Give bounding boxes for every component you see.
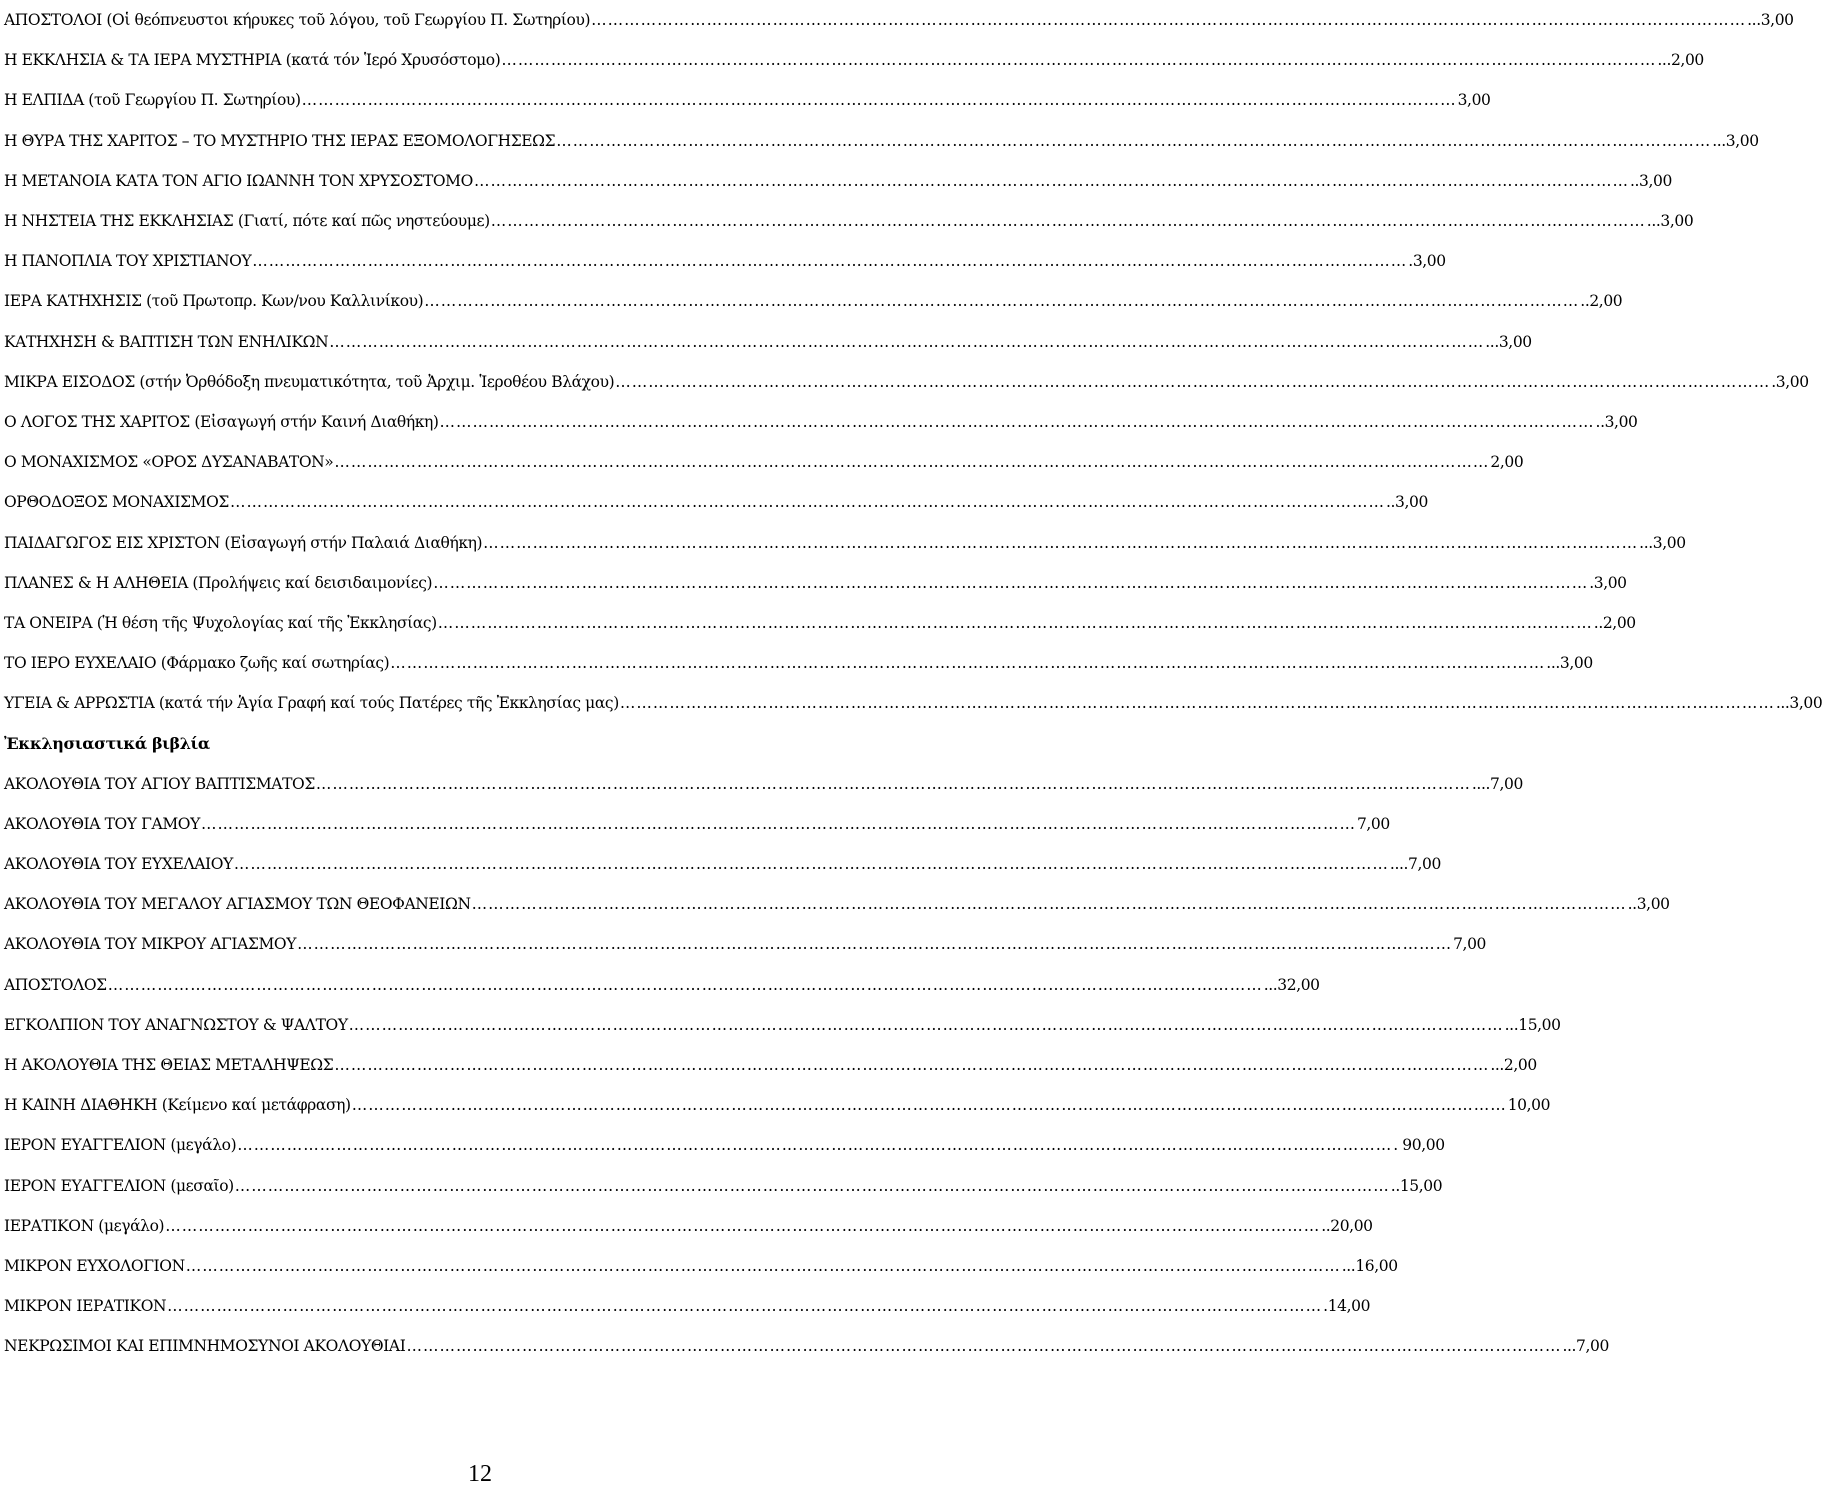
list-item [4, 804, 1390, 844]
book-price: .3,00 [1589, 573, 1627, 592]
book-price: ...3,00 [1747, 11, 1794, 30]
list-item [4, 1206, 1373, 1246]
book-title: ΑΚΟΛΟΥΘΙΑ ΤΟΥ ΕΥΧΕΛΑΙΟΥ [4, 855, 233, 874]
book-price: ...2,00 [1657, 51, 1704, 70]
dot-leader [333, 1056, 1490, 1074]
book-price: ...2,00 [1490, 1055, 1537, 1074]
list-item [4, 1125, 1445, 1165]
section-heading [4, 723, 956, 763]
book-price: ..2,00 [1593, 613, 1636, 632]
list-item [4, 683, 1822, 723]
dot-leader [348, 1016, 1505, 1034]
price-list [4, 0, 1822, 1366]
book-title: ΟΡΘΟΔΟΞΟΣ ΜΟΝΑΧΙΣΜΟΣ [4, 493, 229, 512]
list-item [4, 1165, 1443, 1205]
book-price: ....7,00 [1389, 855, 1441, 874]
dot-leader [166, 1297, 1323, 1315]
dot-leader [301, 91, 1458, 109]
list-item [4, 1246, 1398, 1286]
book-price: ...32,00 [1263, 975, 1320, 994]
book-title: ΙΕΡΟΝ ΕΥΑΓΓΕΛΙΟΝ (μεγάλο) [4, 1136, 237, 1155]
book-price: ..3,00 [1627, 895, 1670, 914]
dot-leader [200, 815, 1357, 833]
dot-leader [614, 373, 1771, 391]
list-item [4, 281, 1623, 321]
book-title: ΚΑΤΗΧΗΣΗ & ΒΑΠΤΙΣΗ ΤΩΝ ΕΝΗΛΙΚΩΝ [4, 332, 329, 351]
list-item [4, 121, 1759, 161]
book-price: 7,00 [1356, 814, 1390, 833]
book-title: ΑΠΟΣΤΟΛΟΣ [4, 975, 107, 994]
dot-leader [229, 493, 1386, 511]
page-number: 12 [468, 1461, 492, 1487]
book-title: ΑΚΟΛΟΥΘΙΑ ΤΟΥ ΜΕΓΑΛΟΥ ΑΓΙΑΣΜΟΥ ΤΩΝ ΘΕΟΦΑΝΕΙΩΝ [4, 895, 471, 914]
list-item [4, 1085, 1551, 1125]
book-title: ΜΙΚΡΑ ΕΙΣΟΔΟΣ (στήν Ὀρθόδοξη πνευματικότητα, τοῦ Ἀρχιμ. Ἱεροθέου Βλάχου) [4, 372, 615, 391]
book-price: 3,00 [1457, 91, 1491, 110]
book-price: 2,00 [1490, 453, 1524, 472]
book-price: ...3,00 [1546, 654, 1593, 673]
book-title: Η ΕΚΚΛΗΣΙΑ & ΤΑ ΙΕΡΑ ΜΥΣΤΗΡΙΑ (κατά τόν Ἱερό Χρυσόστομο) [4, 51, 501, 70]
book-title: Η ΚΑΙΝΗ ΔΙΑΘΗΚΗ (Κείμενο καί μετάφραση) [4, 1096, 351, 1115]
section-heading-text: Ἐκκλησιαστικά βιβλία [4, 733, 210, 753]
book-title: ΑΚΟΛΟΥΘΙΑ ΤΟΥ ΑΓΙΟΥ ΒΑΠΤΙΣΜΑΤΟΣ [4, 774, 315, 793]
book-price: ..20,00 [1321, 1216, 1373, 1235]
dot-leader [107, 976, 1264, 994]
book-price: .14,00 [1323, 1297, 1371, 1316]
dot-leader [500, 51, 1657, 69]
book-price: .3,00 [1408, 252, 1446, 271]
dot-leader [405, 1337, 1562, 1355]
book-title: ΑΚΟΛΟΥΘΙΑ ΤΟΥ ΓΑΜΟΥ [4, 814, 200, 833]
list-item [4, 362, 1809, 402]
list-item [4, 1286, 1371, 1326]
dot-leader [389, 654, 1546, 672]
dot-leader [233, 855, 1390, 873]
dot-leader [473, 172, 1630, 190]
dot-leader [236, 1136, 1393, 1154]
book-price: ..3,00 [1385, 493, 1428, 512]
book-title: Η ΠΑΝΟΠΛΙΑ ΤΟΥ ΧΡΙΣΤΙΑΝΟΥ [4, 252, 252, 271]
list-item [4, 80, 1491, 120]
book-title: ΙΕΡΟΝ ΕΥΑΓΓΕΛΙΟΝ (μεσαῖο) [4, 1176, 234, 1195]
dot-leader [328, 333, 1485, 351]
dot-leader [590, 11, 1747, 29]
book-title: Ο ΜΟΝΑΧΙΣΜΟΣ «ΟΡΟΣ ΔΥΣΑΝΑΒΑΤΟΝ» [4, 453, 334, 472]
book-price: .3,00 [1771, 372, 1809, 391]
list-item [4, 924, 1486, 964]
book-price: ..3,00 [1629, 171, 1672, 190]
list-item [4, 0, 1794, 40]
book-title: ΜΙΚΡΟΝ ΕΥΧΟΛΟΓΙΟΝ [4, 1256, 185, 1275]
book-price: ...15,00 [1504, 1015, 1561, 1034]
book-price: ...3,00 [1639, 533, 1686, 552]
list-item [4, 1005, 1561, 1045]
list-item [4, 442, 1524, 482]
dot-leader [234, 1177, 1391, 1195]
list-item [4, 643, 1593, 683]
list-item [4, 322, 1532, 362]
book-price: ...16,00 [1341, 1256, 1398, 1275]
dot-leader [333, 453, 1490, 471]
book-price: ....7,00 [1471, 774, 1523, 793]
list-item [4, 965, 1320, 1005]
book-title: ΙΕΡΑΤΙΚΟΝ (μεγάλο) [4, 1216, 165, 1235]
book-title: Ο ΛΟΓΟΣ ΤΗΣ ΧΑΡΙΤΟΣ (Εἰσαγωγή στήν Καινή Διαθήκη) [4, 412, 439, 431]
book-title: ΠΑΙΔΑΓΩΓΟΣ ΕΙΣ ΧΡΙΣΤΟΝ (Εἰσαγωγή στήν Παλαιά Διαθήκη) [4, 533, 483, 552]
book-title: ΙΕΡΑ ΚΑΤΗΧΗΣΙΣ (τοῦ Πρωτοπρ. Κων/νου Καλλινίκου) [4, 292, 424, 311]
book-title: ΑΠΟΣΤΟΛΟΙ (Οἱ θεόπνευστοι κήρυκες τοῦ λόγου, τοῦ Γεωργίου Π. Σωτηρίου) [4, 11, 591, 30]
list-item [4, 603, 1636, 643]
list-item [4, 522, 1686, 562]
list-item [4, 241, 1446, 281]
list-item [4, 1326, 1609, 1366]
book-price: 10,00 [1507, 1096, 1551, 1115]
dot-leader [251, 252, 1408, 270]
book-title: ΑΚΟΛΟΥΘΙΑ ΤΟΥ ΜΙΚΡΟΥ ΑΓΙΑΣΜΟΥ [4, 935, 297, 954]
book-title: ΥΓΕΙΑ & ΑΡΡΩΣΤΙΑ (κατά τήν Ἁγία Γραφή καί τούς Πατέρες τῆς Ἐκκλησίας μας) [4, 694, 619, 713]
book-price: ...3,00 [1646, 212, 1694, 231]
book-price: ..15,00 [1390, 1176, 1443, 1195]
dot-leader [315, 775, 1472, 793]
dot-leader [471, 895, 1628, 913]
book-price: ..2,00 [1580, 292, 1623, 311]
list-item [4, 482, 1428, 522]
dot-leader [490, 212, 1647, 230]
book-title: ΝΕΚΡΩΣΙΜΟΙ ΚΑΙ ΕΠΙΜΝΗΜΟΣΥΝΟΙ ΑΚΟΛΟΥΘΙΑΙ [4, 1337, 406, 1356]
book-title: ΤΑ ΟΝΕΙΡΑ (Ἡ θέση τῆς Ψυχολογίας καί τῆς Ἐκκλησίας) [4, 613, 437, 632]
book-title: Η ΑΚΟΛΟΥΘΙΑ ΤΗΣ ΘΕΙΑΣ ΜΕΤΑΛΗΨΕΩΣ [4, 1055, 334, 1074]
book-title: Η ΘΥΡΑ ΤΗΣ ΧΑΡΙΤΟΣ – ΤΟ ΜΥΣΤΗΡΙΟ ΤΗΣ ΙΕΡΑΣ ΕΞΟΜΟΛΟΓΗΣΕΩΣ [4, 131, 556, 150]
book-title: Η ΕΛΠΙΔΑ (τοῦ Γεωργίου Π. Σωτηρίου) [4, 91, 301, 110]
dot-leader [351, 1096, 1508, 1114]
dot-leader [555, 132, 1712, 150]
book-price: 7,00 [1453, 935, 1486, 954]
book-title: ΕΓΚΟΛΠΙΟΝ ΤΟΥ ΑΝΑΓΝΩΣΤΟΥ & ΨΑΛΤΟΥ [4, 1015, 348, 1034]
book-title: ΠΛΑΝΕΣ & Η ΑΛΗΘΕΙΑ (Προλήψεις καί δεισιδαιμονίες) [4, 573, 433, 592]
book-title: Η ΜΕΤΑΝΟΙΑ ΚΑΤΑ ΤΟΝ ΑΓΙΟ ΙΩΑΝΝΗ ΤΟΝ ΧΡΥΣΟΣΤΟΜΟ [4, 171, 473, 190]
book-price: . 90,00 [1393, 1136, 1445, 1155]
dot-leader [439, 413, 1596, 431]
list-item [4, 40, 1704, 80]
book-title: Η ΝΗΣΤΕΙΑ ΤΗΣ ΕΚΚΛΗΣΙΑΣ (Γιατί, πότε καί πῶς νηστεύουμε) [4, 212, 490, 231]
book-price: ...3,00 [1485, 332, 1532, 351]
list-item [4, 563, 1627, 603]
list-item [4, 1045, 1537, 1085]
list-item [4, 764, 1523, 804]
dot-leader [437, 614, 1594, 632]
dot-leader [482, 534, 1639, 552]
book-title: ΤΟ ΙΕΡΟ ΕΥΧΕΛΑΙΟ (Φάρμακο ζωῆς καί σωτηρίας) [4, 654, 390, 673]
list-item [4, 884, 1670, 924]
book-title: ΜΙΚΡΟΝ ΙΕΡΑΤΙΚΟΝ [4, 1297, 167, 1316]
book-price: ...3,00 [1712, 131, 1759, 150]
list-item [4, 844, 1441, 884]
list-item [4, 402, 1638, 442]
dot-leader [432, 574, 1589, 592]
dot-leader [619, 694, 1776, 712]
book-price: ..3,00 [1595, 412, 1638, 431]
list-item [4, 201, 1694, 241]
dot-leader [423, 292, 1580, 310]
dot-leader [185, 1257, 1342, 1275]
list-item [4, 161, 1672, 201]
book-price: ...3,00 [1775, 694, 1822, 713]
book-price: ...7,00 [1562, 1337, 1609, 1356]
dot-leader [296, 935, 1453, 953]
dot-leader [164, 1217, 1321, 1235]
